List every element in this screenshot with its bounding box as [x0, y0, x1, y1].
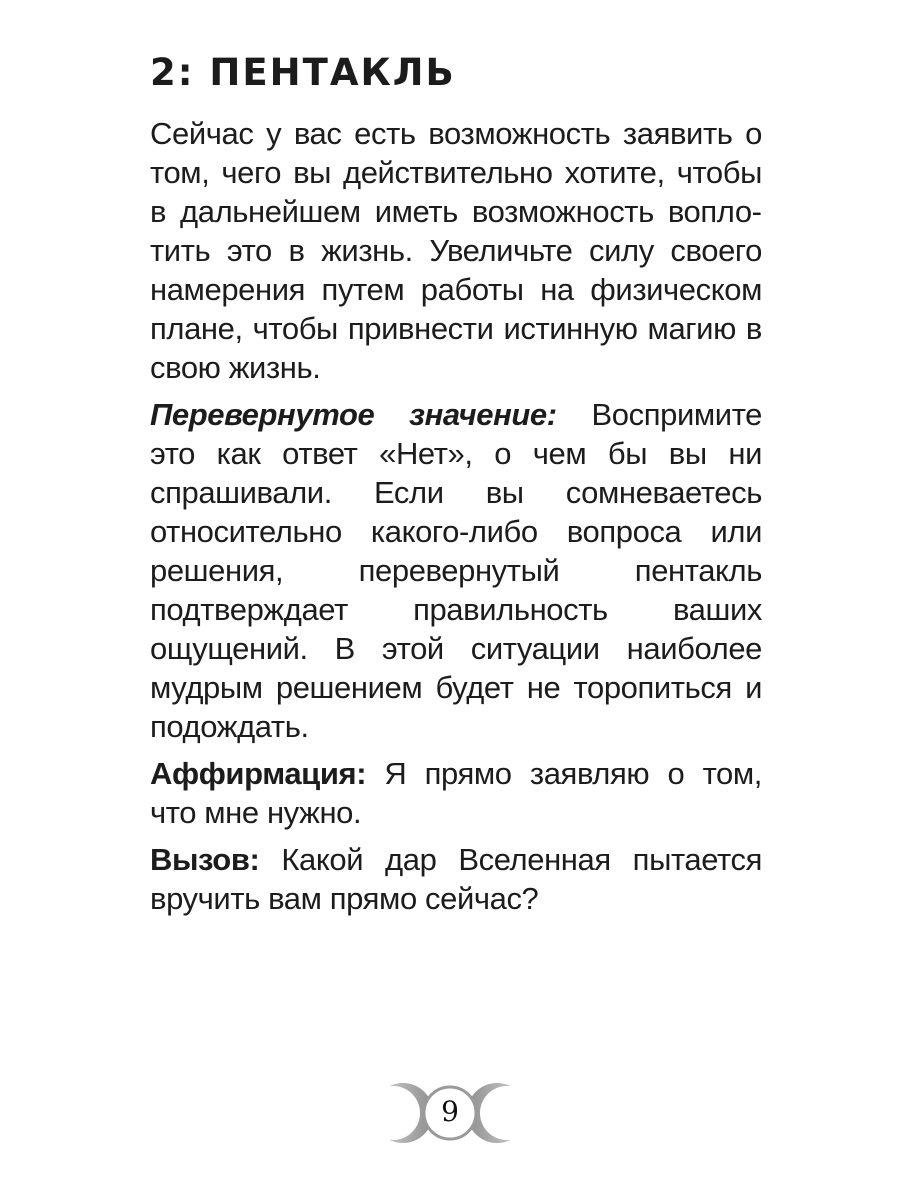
page-footer: [0, 1078, 900, 1148]
affirmation-label: Аффирмация:: [150, 756, 367, 791]
page-title: 2: ПЕНТАКЛЬ: [150, 51, 456, 94]
challenge-paragraph: [150, 840, 762, 918]
reversed-meaning-label: Перевернутое значение:: [150, 397, 557, 432]
challenge-label: Вызов:: [150, 842, 260, 877]
page-number: 9: [441, 1095, 459, 1128]
reversed-meaning-paragraph: [150, 395, 762, 746]
affirmation-text: Я прямо заявляю о том, что мне нужно.: [150, 756, 762, 830]
affirmation-paragraph: [150, 754, 762, 832]
intro-paragraph: Сейчас у вас есть возможность заявить о том, чего вы действительно хотите, чтобы в дальнейшем иметь возможность воплотить это в жизнь. Увеличьте силу своего намерения путем работы на физическом плане, чтобы привнести истинную магию в свою жизнь.: [150, 116, 762, 385]
page-content: [150, 48, 762, 926]
reversed-meaning-text: Воспримите это как ответ «Нет», о чем бы вы ни спрашивали. Если вы сомневаетесь относительно какого-либо вопроса или решения, перевернутый пентакль подтверждает правильность ваших ощущений. В этой ситуации наиболее мудрым решением будет не торопиться и подождать.: [150, 397, 762, 744]
challenge-text: Какой дар Вселенная пытается вручить вам прямо сейчас?: [150, 842, 762, 916]
